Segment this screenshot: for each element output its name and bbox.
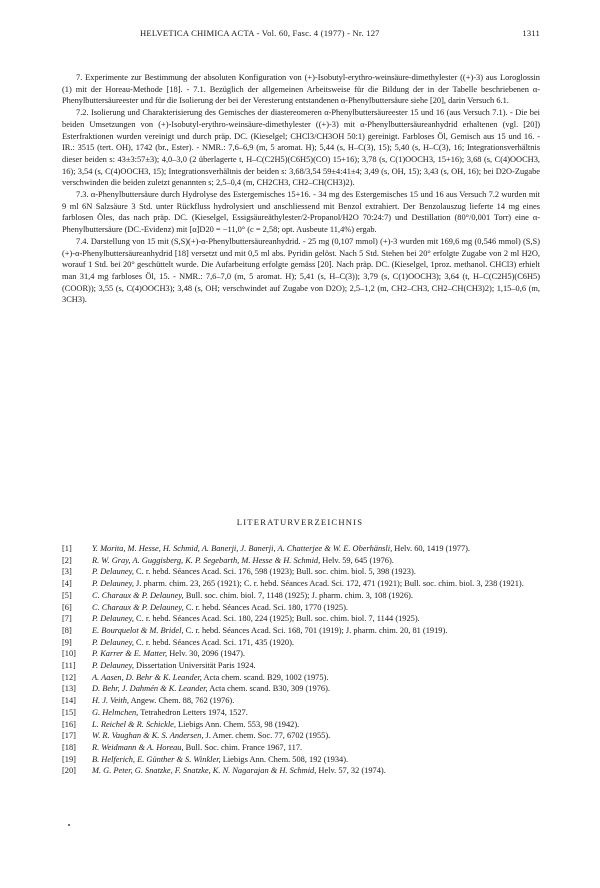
paragraph-7-3: 7.3. α-Phenylbuttersäure durch Hydrolyse des Estergemisches 15+16. - 34 mg des Estergemisches 15 und 16 aus Versuch 7.2 wurden mit 9 ml 6N Salzsäure 3 Std. unter Rückfluss hydrolysiert und anschliessend mit Benzol extrahiert. Der Benzolauszug lieferte 14 mg eines farblosen Öles, das nach präp. DC. (Kieselgel, Essigsäureäthylester/2-Propanol/H2O 70:24:7) und Destillation (80°/0,001 Torr) eine α-Phenylbuttersäure (DC.-Evidenz) mit [α]D20 = −11,0° (c = 2,58; opt. Ausbeute 11,4%) ergab. [62, 190, 540, 235]
reference-item [62, 590, 540, 602]
reference-number: [7] [62, 614, 72, 624]
paragraph-7-4: 7.4. Darstellung von 15 mit (S,S)(+)-α-Phenylbuttersäureanhydrid. - 25 mg (0,107 mmol) (+)-3 wurden mit 169,6 mg (0,546 mmol) (S,S)(+)-α-Phenylbuttersäureanhydrid [18] versetzt und mit 0,5 ml abs. Pyridin gelöst. Nach 5 Std. Stehen bei 20° erfolgte Zugabe von 2 ml H2O, worauf 1 Std. bei 20° geschüttelt wurde. Die Aufarbeitung erfolgte gemäss [20]. Nach präp. DC. (Kieselgel, 1proz. methanol. CHCl3) erhielt man 31,4 mg farbloses Öl, 15. - NMR.: 7,6–7,0 (m, 5 aromat. H); 5,41 (s, H–C(3)); 3,79 (s, C(1)OOCH3); 3,64 (t, H–C(C2H5)(C6H5)(COOR)); 3,55 (s, C(4)OOCH3); 3,48 (s, OH; verschwindet auf Zugabe von D2O); 2,5–1,2 (m, CH2–CH3, CH2–CH(CH3)2); 1,15–0,6 (m, 3CH3). [62, 236, 540, 305]
reference-item [62, 754, 540, 766]
reference-item [62, 625, 540, 637]
reference-number: [17] [62, 731, 76, 741]
reference-number: [4] [62, 579, 72, 589]
paragraph-7-2: 7.2. Isolierung und Charakterisierung des Gemisches der diastereomeren α-Phenylbuttersäureester 15 und 16 (aus Versuch 7.1). - Die bei beiden Umsetzungen von (+)-Isobutyl-erythro-weinsäure-dimethylester ((+)-3) mit α-Phenylbuttersäureanhydrid erhaltenen (vgl. [20]) Esterfraktionen wurden vereinigt und durch präp. DC. (Kieselgel; CHCl3/CH3OH 50:1) gereinigt. Farbloses Öl, Gemisch aus 15 und 16. - IR.: 3515 (tert. OH), 1742 (br., Ester). - NMR.: 7,6–6,9 (m, 5 aromat. H); 5,44 (s, H–C(3), 15); 5,40 (s, H–C(3), 16; Integrationsverhältnis dieser beiden s: 43±3:57±3); 4,0–3,0 (2 überlagerte t, H–C(C2H5)(C6H5)(CO) 15+16); 3,78 (s, C(1)OOCH3, 15+16); 3,68 (s, C(4)OOCH3, 16); 3,54 (s, C(4)OOCH3, 15); Integrationsverhältnis der beiden s: 3,68/3,54 59±4:41±4; 3,49 (s, OH, 15); 3,43 (s, OH, 16); bei D2O-Zugabe verschwinden die beiden zuletzt genannten s; 2,5–0,4 (m, CH2CH3, CH2–CH(CH3)2). [62, 108, 540, 188]
reference-authors: W. R. Vaughan & K. S. Andersen, [92, 731, 204, 741]
reference-citation: Liebigs Ann. Chem. 508, 192 (1934). [222, 754, 349, 764]
reference-number: [18] [62, 742, 76, 752]
reference-item [62, 719, 540, 731]
reference-number: [6] [62, 602, 72, 612]
reference-number: [15] [62, 707, 76, 717]
reference-authors: L. Reichel & R. Schickle, [92, 719, 176, 729]
reference-citation: C. r. hebd. Séances Acad. Sci. 176, 598 (1923); Bull. soc. chim. biol. 5, 398 (1923). [136, 567, 416, 577]
paragraph-7-1: 7. Experimente zur Bestimmung der absoluten Konfiguration von (+)-Isobutyl-erythro-weinsäure-dimethylester ((+)-3) aus Loroglossin (1) mit der Horeau-Methode [18]. - 7.1. Bezüglich der allgemeinen Arbeitsweise für die Bildung der in der Tabelle beschriebenen α-Phenylbuttersäureester und für die Isolierung der bei der Veresterung entstandenen α-Phenylbuttersäure siehe [20], darin Versuch 6.1. [62, 73, 540, 106]
reference-authors: P. Delauney, [92, 579, 134, 589]
reference-authors: G. Helmchen, [92, 707, 139, 717]
reference-item [62, 555, 540, 567]
reference-authors: D. Behr, J. Dahmén & K. Leander, [92, 684, 208, 694]
reference-citation: C. r. hebd. Séances Acad. Sci. 168, 701 (1919); J. pharm. chim. 20, 81 (1919). [185, 625, 448, 635]
reference-authors: B. Helferich, E. Günther & S. Winkler, [92, 754, 221, 764]
scan-speck [68, 824, 70, 826]
reference-citation: Dissertation Universität Paris 1924. [136, 661, 256, 671]
reference-citation: Helv. 30, 2096 (1947). [169, 649, 246, 659]
reference-number: [14] [62, 696, 76, 706]
reference-item [62, 742, 540, 754]
reference-authors: P. Delauney, [92, 567, 134, 577]
reference-citation: Tetrahedron Letters 1974, 1527. [140, 707, 248, 717]
reference-list [62, 543, 540, 777]
reference-citation: Helv. 60, 1419 (1977). [394, 544, 471, 553]
reference-authors: M. G. Peter, G. Snatzke, F. Snatzke, K. N. Nagarajan & H. Schmid, [92, 766, 317, 776]
reference-item [62, 765, 540, 777]
reference-citation: Acta chem. scand. B29, 1002 (1975). [203, 672, 329, 682]
experimental-section [62, 72, 540, 306]
reference-number: [1] [62, 544, 72, 553]
reference-citation: C. r. hebd. Séances Acad. Sci. 171, 435 (1920). [136, 637, 294, 647]
reference-item [62, 695, 540, 707]
reference-item [62, 637, 540, 649]
reference-item [62, 566, 540, 578]
reference-citation: Acta chem. scand. B30, 309 (1976). [209, 684, 330, 694]
reference-number: [9] [62, 637, 72, 647]
reference-item [62, 660, 540, 672]
reference-item [62, 707, 540, 719]
reference-item [62, 602, 540, 614]
reference-number: [3] [62, 567, 72, 577]
reference-authors: E. Bourquelot & M. Bridel, [92, 625, 184, 635]
reference-citation: Angew. Chem. 88, 762 (1976). [130, 696, 235, 706]
reference-number: [19] [62, 754, 76, 764]
reference-citation: C. r. hebd. Séances Acad. Sci. 180, 224 (1925); Bull. soc. chim. biol. 7, 1144 (1925). [136, 614, 420, 624]
reference-number: [5] [62, 590, 72, 600]
reference-authors: A. Aasen, D. Behr & K. Leander, [92, 672, 202, 682]
reference-number: [2] [62, 555, 72, 565]
reference-number: [8] [62, 625, 72, 635]
reference-citation: Helv. 59, 645 (1976). [322, 555, 394, 565]
literature-heading: LITERATURVERZEICHNIS [236, 517, 364, 527]
reference-authors: R. W. Gray, A. Guggisberg, K. P. Segebarth, M. Hesse & H. Schmid, [92, 555, 321, 565]
reference-item [62, 578, 540, 590]
reference-number: [11] [62, 661, 76, 671]
reference-item [62, 543, 540, 555]
page-number: 1311 [522, 28, 540, 38]
reference-item [62, 648, 540, 660]
reference-number: [10] [62, 649, 76, 659]
reference-number: [20] [62, 766, 76, 776]
reference-item [62, 672, 540, 684]
reference-item [62, 683, 540, 695]
reference-authors: Y. Morita, M. Hesse, H. Schmid, A. Banerji, J. Banerji, A. Chatterjee & W. E. Oberhänsli, [92, 544, 393, 553]
reference-authors: P. Delauney, [92, 614, 134, 624]
reference-authors: H. J. Veith, [92, 696, 129, 706]
reference-authors: C. Charaux & P. Delauney, [92, 602, 184, 612]
reference-item [62, 613, 540, 625]
reference-citation: Bull. Soc. chim. France 1967, 117. [185, 742, 303, 752]
reference-item [62, 730, 540, 742]
running-title: HELVETICA CHIMICA ACTA - Vol. 60, Fasc. 4 (1977) - Nr. 127 [140, 28, 380, 38]
reference-authors: P. Delauney, [92, 637, 134, 647]
reference-authors: P. Delauney, [92, 661, 134, 671]
reference-citation: Liebigs Ann. Chem. 553, 98 (1942). [178, 719, 300, 729]
reference-number: [16] [62, 719, 76, 729]
reference-authors: P. Karrer & E. Matter, [92, 649, 168, 659]
reference-citation: J. Amer. chem. Soc. 77, 6702 (1955). [205, 731, 331, 741]
reference-citation: C. r. hebd. Séances Acad. Sci. 180, 1770 (1925). [185, 602, 348, 612]
reference-number: [13] [62, 684, 76, 694]
reference-authors: R. Weidmann & A. Horeau, [92, 742, 184, 752]
reference-citation: Bull. soc. chim. biol. 7, 1148 (1925); J. pharm. chim. 3, 108 (1926). [185, 590, 414, 600]
reference-citation: Helv. 57, 32 (1974). [318, 766, 386, 776]
reference-citation: J. pharm. chim. 23, 265 (1921); C. r. hebd. Séances Acad. Sci. 172, 471 (1921); Bull. soc. chim. biol. 3, 238 (1921). [136, 579, 524, 589]
reference-authors: C. Charaux & P. Delauney, [92, 590, 184, 600]
reference-number: [12] [62, 672, 76, 682]
